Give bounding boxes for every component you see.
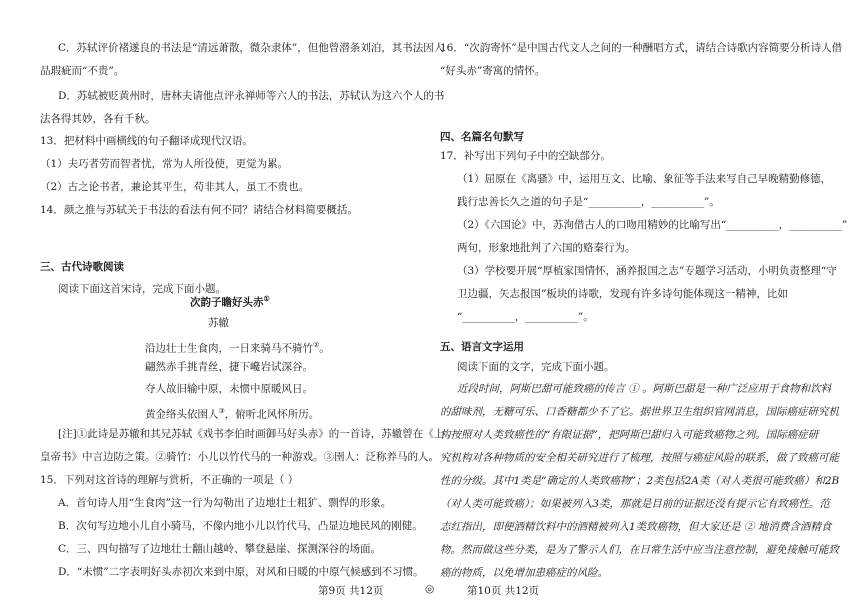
- binding-mark-icon: ◎: [425, 583, 435, 595]
- passage-line-8: 物。然而做这些分类，是为了警示人们，在日常生活中应当注意控制，避免接触可能致: [440, 544, 839, 556]
- section-3-intro: 阅读下面这首宋诗，完成下面小题。: [58, 283, 226, 295]
- q17-2-line-1: （2）《六国论》中，苏洵借古人的口吻用精妙的比喻写出“__________，__________”: [457, 219, 848, 231]
- question-13-2: （2）古之论书者，兼论其平生，苟非其人，虽工不贵也。: [40, 181, 310, 193]
- option-c-line-1: C．苏轼评价褚遂良的书法是“清远萧散，微杂隶体”，但他曾潜条刘泊，其书法因人: [58, 42, 445, 54]
- question-13: 13．把材料中画横线的句子翻译成现代汉语。: [40, 135, 253, 147]
- q17-3-line-2: 卫边疆，矢志报国”板块的诗歌，发现有许多诗句能体现这一精神，比如: [457, 288, 788, 300]
- poem-note-line-2: 皇帝书》中言边防之策。②骑竹：小儿以竹代马的一种游戏。③圉人：泛称养马的人。: [40, 451, 439, 463]
- section-5-intro: 阅读下面的文字，完成下面小题。: [457, 361, 615, 373]
- section-5-title: 五、语言文字运用: [440, 341, 524, 353]
- right-page-footer: 第10页 共12页: [467, 585, 540, 597]
- q17-1-line-2: 践行忠善长久之道的句子是“__________，__________”。: [457, 196, 720, 208]
- q17-3-line-1: （3）学校要开展“厚植家国情怀，涵养报国之志”专题学习活动，小明负责整理“守: [457, 265, 837, 277]
- passage-line-2: 的甜味剂，无糖可乐、口香糖都少不了它。据世界卫生组织官网消息，国际癌症研究机: [440, 406, 839, 418]
- passage-line-7: 志红指出，即便酒精饮料中的酒精被列入1类致癌物，但大家还是 ② 地消费含酒精食: [440, 521, 832, 533]
- passage-line-9: 癌的物质，以免增加患癌症的风险。: [440, 567, 608, 579]
- option-d-line-1: D．苏轼被贬黄州时，唐林夫请他点评永禅师等六人的书法，苏轼认为这六个人的书: [58, 90, 445, 102]
- poem-line-2: 翩然赤手挑青丝，捷下巉岩试深谷。: [145, 361, 313, 373]
- q17-2-line-2: 两句，形象地批判了六国的赂秦行为。: [457, 242, 636, 254]
- poem-line-4: 黄金络头依圉人③，俯听北风怀所历。: [145, 407, 320, 421]
- passage-line-4: 究机构对各种物质的安全相关研究进行了梳理，按照与癌症风险的联系，做了致癌可能: [440, 452, 839, 464]
- question-16-line-1: 16．“次韵寄怀”是中国古代文人之间的一种酬唱方式，请结合诗歌内容简要分析诗人借: [440, 42, 843, 54]
- passage-line-5: 性的分级。其中1类是“确定的人类致癌物”；2类包括2A类（对人类很可能致癌）和2B: [440, 475, 840, 487]
- section-3-title: 三、古代诗歌阅读: [40, 261, 124, 273]
- poem-line-3: 夺人故旧输中原，未惯中原暖风日。: [145, 383, 313, 395]
- q15-option-b: B．次句写边地小儿自小骑马，不像内地小儿以竹代马，凸显边地民风的刚健。: [58, 520, 423, 532]
- question-17: 17．补写出下列句子中的空缺部分。: [440, 150, 611, 162]
- section-4-title: 四、名篇名句默写: [440, 131, 524, 143]
- question-16-line-2: “好头赤”寄寓的情怀。: [440, 65, 546, 77]
- question-15: 15．下列对这首诗的理解与赏析，不正确的一项是（ ）: [40, 474, 299, 486]
- q17-3-line-3: “__________，__________”。: [457, 311, 594, 323]
- passage-line-1: 近段时间，阿斯巴甜可能致癌的传言 ① 。阿斯巴甜是一种广泛应用于食物和饮料: [457, 383, 832, 395]
- passage-line-6: （对人类可能致癌）；如果被列入3类，那就是目前的证据还没有提示它有致癌性。范: [440, 498, 830, 510]
- q15-option-d: D．“未惯”二字表明好头赤初次来到中原，对风和日暖的中原气候感到不习惯。: [58, 566, 424, 578]
- option-c-line-2: 品瑕疵而“不贵”。: [40, 65, 125, 77]
- option-d-line-2: 法各得其妙，各有千秋。: [40, 113, 156, 125]
- q15-option-c: C．三、四句描写了边地壮士翻山越岭、攀登悬崖、探测深谷的场面。: [58, 543, 382, 555]
- question-13-1: （1）夫巧者劳而智者忧，常为人所役使，更觉为累。: [40, 158, 289, 170]
- passage-line-3: 构按照对人类致癌性的“有限证据”，把阿斯巴甜归入可能致癌物之列。国际癌症研: [440, 429, 819, 441]
- q17-1-line-1: （1）屈原在《离骚》中，运用互文、比喻、象征等手法来写自己早晚精勤修德，: [457, 173, 832, 185]
- poem-title-footnote: ①: [263, 294, 270, 303]
- left-page-footer: 第9页 共12页: [318, 585, 384, 597]
- question-14: 14．颜之推与苏轼关于书法的看法有何不同？请结合材料简要概括。: [40, 204, 358, 216]
- poem-line-1: 沿边壮士生食肉，一日来骑马不骑竹②。: [145, 341, 330, 355]
- poem-note-line-1: [注]①此诗是苏辙和其兄苏轼《戏书李伯时画御马好头赤》的一首诗，苏辙曾在《上: [58, 428, 445, 440]
- q15-option-a: A．首句诗人用“生食肉”这一行为勾勒出了边地壮士粗犷、剽悍的形象。: [58, 497, 392, 509]
- poem-title: 次韵子瞻好头赤①: [190, 294, 270, 309]
- poem-author: 苏辙: [208, 317, 229, 329]
